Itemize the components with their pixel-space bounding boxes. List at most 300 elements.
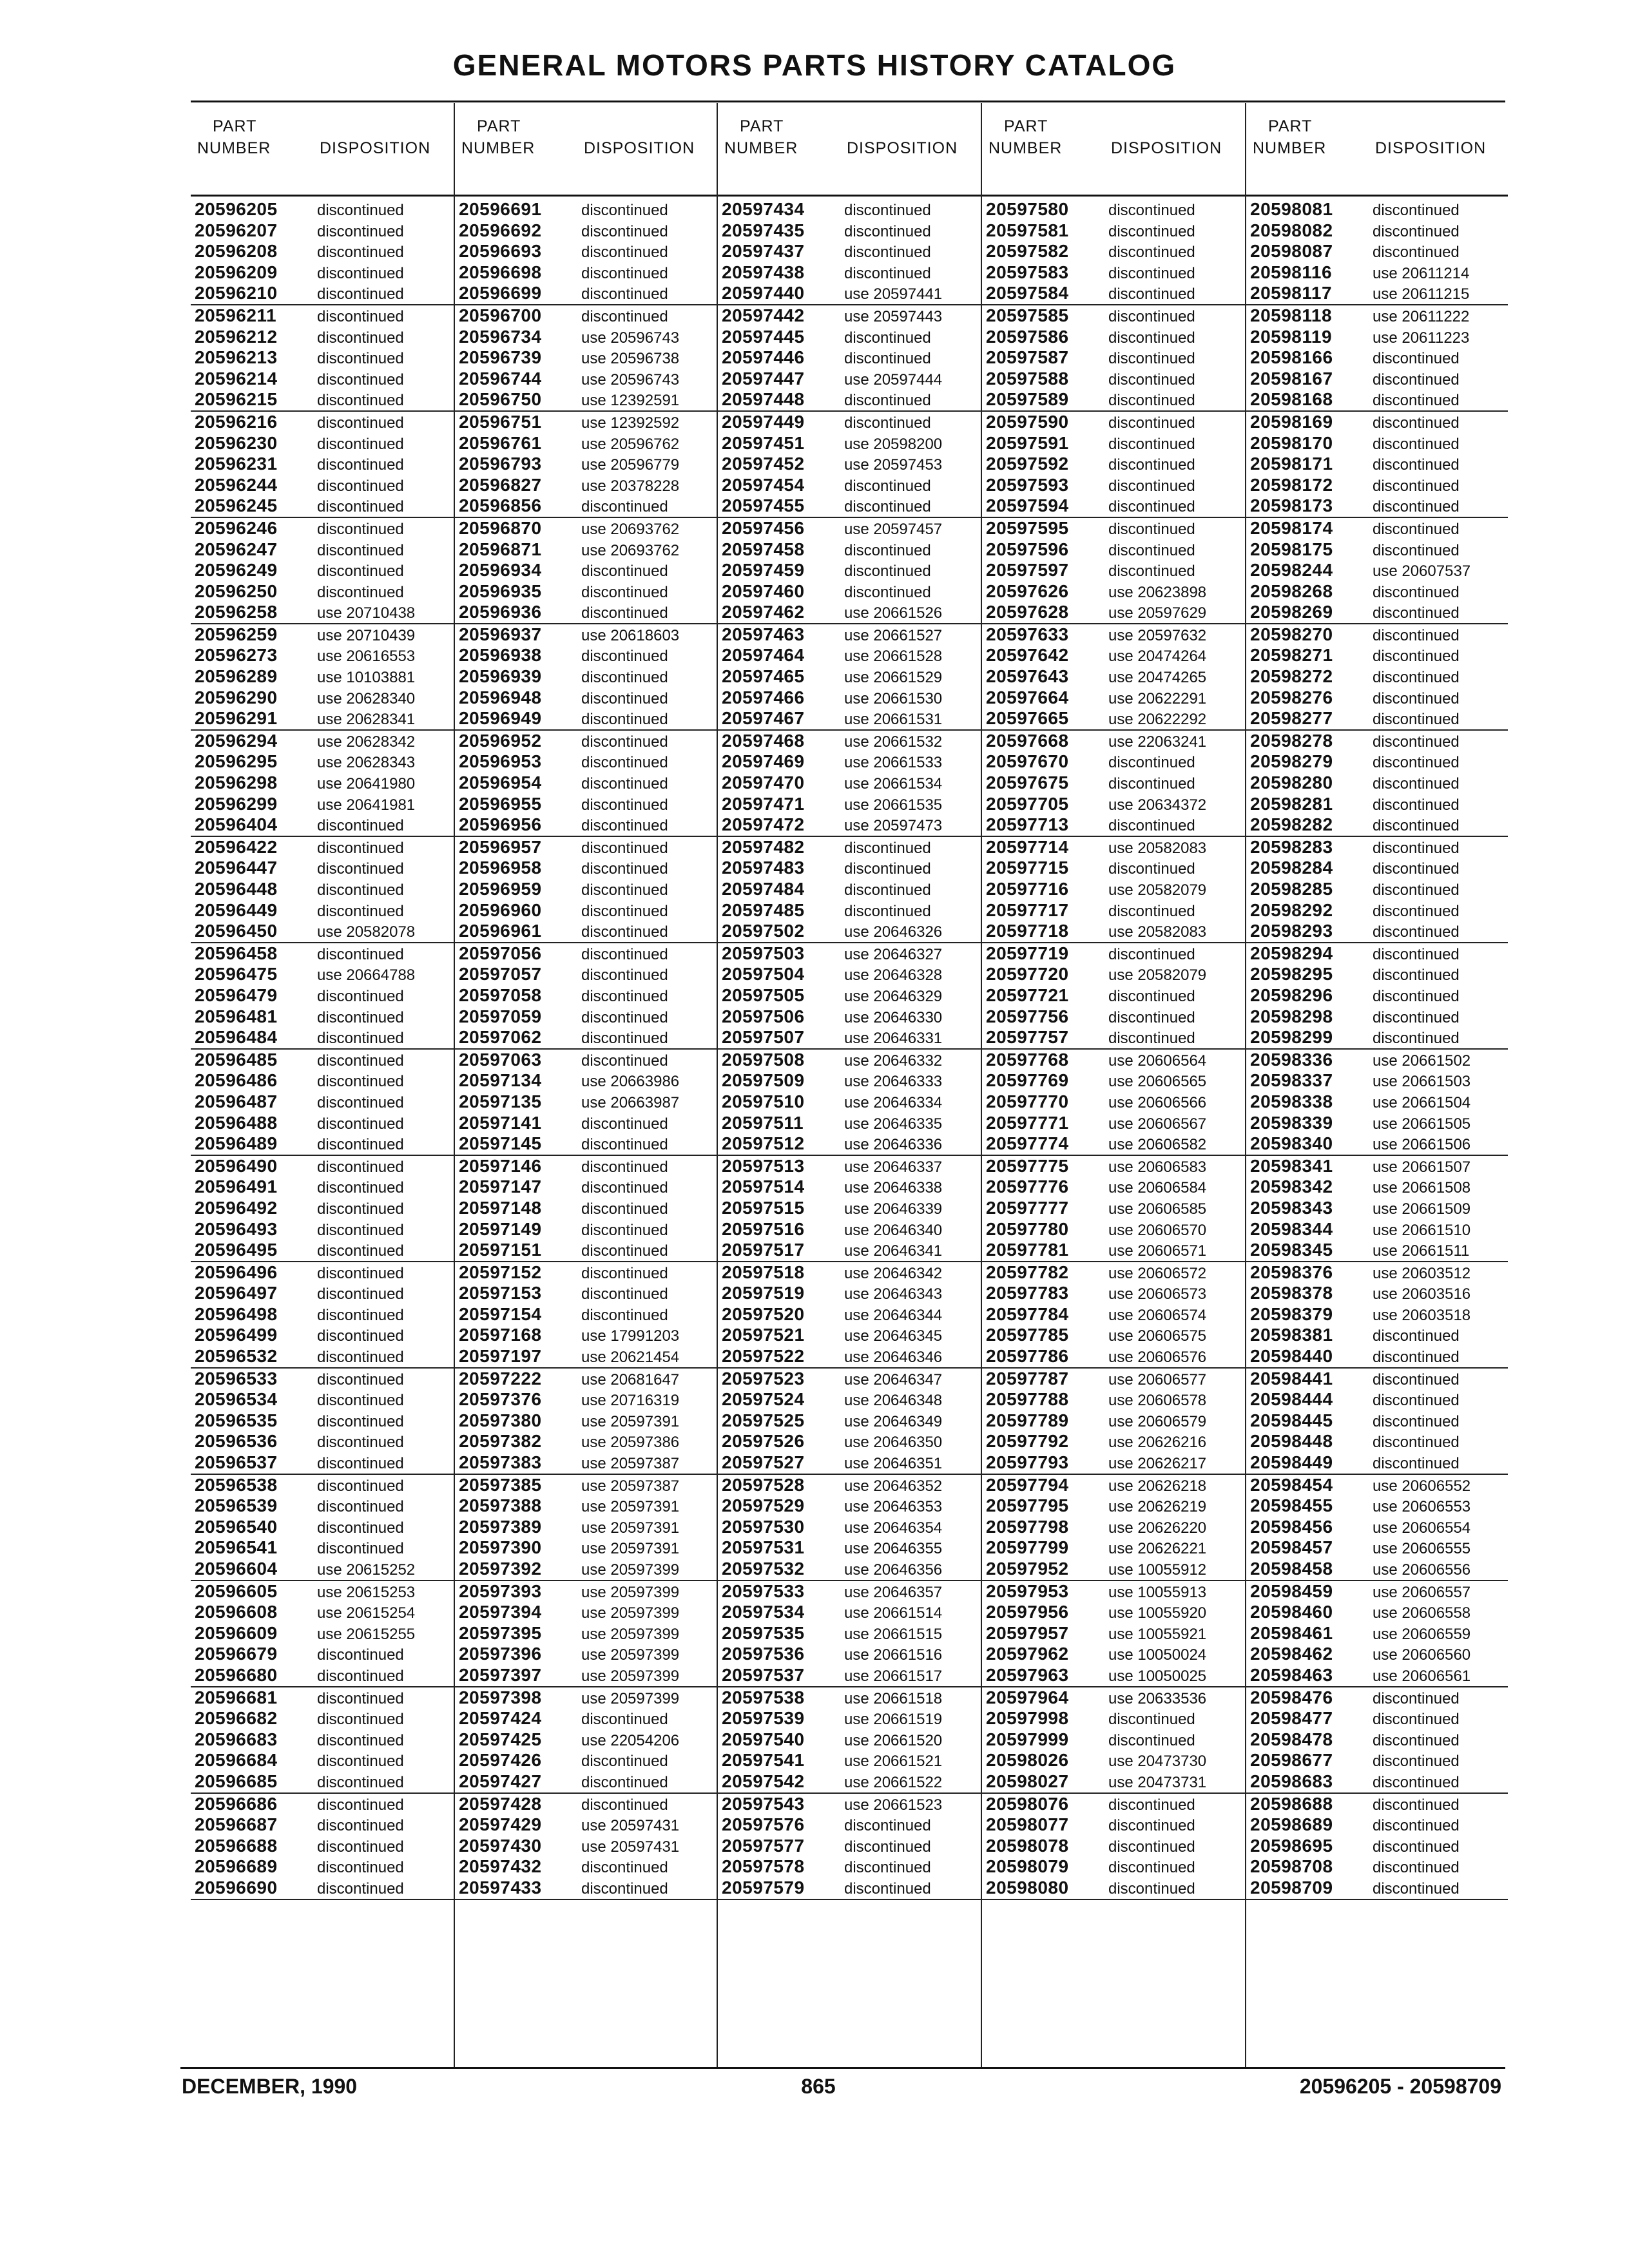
table-row	[718, 495, 981, 518]
part-number: 20596744	[459, 368, 542, 389]
disposition: use 20646330	[844, 1008, 943, 1026]
disposition: discontinued	[317, 1498, 404, 1516]
disposition: use 20661533	[844, 754, 943, 772]
table-row	[455, 347, 717, 369]
table-row	[982, 837, 1245, 858]
part-number: 20596605	[195, 1581, 278, 1601]
disposition: use 20661520	[844, 1731, 943, 1749]
table-row	[191, 241, 454, 262]
table-row	[718, 1304, 981, 1325]
table-row	[1246, 879, 1508, 900]
disposition: use 20596738	[581, 350, 680, 368]
part-number: 20598476	[1250, 1687, 1333, 1707]
part-number: 20596208	[195, 241, 278, 262]
part-number: 20597716	[986, 879, 1069, 899]
table-row	[718, 1602, 981, 1623]
table-row	[982, 879, 1245, 900]
disposition: use 20611215	[1373, 285, 1470, 303]
part-number: 20596447	[195, 858, 278, 878]
part-number: 20598171	[1250, 454, 1333, 474]
part-number: 20598077	[986, 1814, 1069, 1835]
disposition: use 20582083	[1108, 923, 1207, 941]
disposition: use 20606585	[1108, 1200, 1207, 1218]
part-number: 20597502	[722, 921, 805, 941]
part-number: 20597953	[986, 1581, 1069, 1601]
disposition: use 20606577	[1108, 1370, 1207, 1389]
part-number: 20596496	[195, 1262, 278, 1282]
part-number: 20596686	[195, 1793, 278, 1814]
table-row	[455, 581, 717, 602]
part-number: 20597536	[722, 1644, 805, 1664]
part-number: 20597643	[986, 666, 1069, 687]
part-number: 20597454	[722, 474, 805, 495]
table-row	[455, 1878, 717, 1900]
disposition: use 20646335	[844, 1115, 943, 1133]
footer-date: DECEMBER, 1990	[182, 2075, 358, 2098]
disposition: discontinued	[1108, 1711, 1195, 1729]
table-row	[455, 1198, 717, 1219]
part-number: 20597467	[722, 708, 805, 729]
part-number: 20598299	[1250, 1027, 1333, 1048]
part-number: 20597642	[986, 645, 1069, 666]
disposition: discontinued	[317, 1242, 404, 1260]
disposition: use 10050025	[1108, 1667, 1207, 1685]
disposition: use 20473730	[1108, 1753, 1207, 1771]
table-row	[191, 1369, 454, 1390]
table-row	[1246, 412, 1508, 433]
part-number: 20597506	[722, 1006, 805, 1026]
part-number: 20596739	[459, 347, 542, 368]
table-row	[1246, 495, 1508, 518]
part-number: 20597527	[722, 1452, 805, 1473]
disposition: discontinued	[844, 392, 931, 410]
table-row	[455, 1623, 717, 1644]
table-row	[191, 1836, 454, 1857]
table-row	[191, 731, 454, 752]
disposition: discontinued	[317, 562, 404, 581]
table-column	[717, 103, 981, 2067]
part-number: 20597425	[459, 1729, 542, 1749]
table-row	[455, 1495, 717, 1517]
part-number: 20596532	[195, 1346, 278, 1367]
table-row	[1246, 369, 1508, 390]
disposition: discontinued	[317, 860, 404, 878]
table-row	[1246, 1602, 1508, 1623]
disposition: discontinued	[1373, 1753, 1460, 1771]
header-rule	[191, 101, 1505, 102]
disposition: discontinued	[317, 1689, 404, 1707]
disposition: use 20628343	[317, 754, 416, 772]
table-row	[718, 1240, 981, 1262]
part-number: 20597675	[986, 773, 1069, 793]
table-row	[718, 1050, 981, 1071]
part-number: 20598172	[1250, 474, 1333, 495]
disposition: use 20661508	[1373, 1179, 1471, 1197]
disposition: discontinued	[1373, 945, 1460, 963]
table-row	[718, 347, 981, 369]
part-number: 20596298	[195, 773, 278, 793]
part-number: 20598459	[1250, 1581, 1333, 1601]
table-row	[982, 347, 1245, 369]
part-number: 20597429	[459, 1814, 542, 1835]
header-part: PART	[477, 117, 521, 135]
table-row	[1246, 1431, 1508, 1452]
disposition: discontinued	[1373, 648, 1460, 666]
part-number: 20597757	[986, 1027, 1069, 1048]
table-row	[1246, 262, 1508, 284]
part-number: 20597458	[722, 539, 805, 559]
table-row	[191, 560, 454, 581]
table-row	[191, 433, 454, 454]
part-number: 20598449	[1250, 1452, 1333, 1473]
disposition: use 20615252	[317, 1561, 416, 1579]
table-row	[455, 199, 717, 220]
disposition: discontinued	[844, 541, 931, 559]
table-row	[191, 539, 454, 561]
part-number: 20597578	[722, 1856, 805, 1877]
table-row	[1246, 1240, 1508, 1262]
table-row	[455, 1729, 717, 1751]
table-row	[455, 1581, 717, 1602]
disposition: use 20474265	[1108, 669, 1207, 687]
part-number: 20597446	[722, 347, 805, 368]
part-number: 20598173	[1250, 495, 1333, 516]
table-row	[718, 1517, 981, 1538]
disposition: use 20646329	[844, 987, 943, 1005]
disposition: discontinued	[1373, 754, 1460, 772]
disposition: discontinued	[317, 520, 404, 538]
disposition: use 20646352	[844, 1477, 943, 1495]
part-number: 20596458	[195, 943, 278, 963]
disposition: use 20597391	[581, 1412, 680, 1430]
disposition: use 20582079	[1108, 966, 1207, 985]
part-number: 20596539	[195, 1495, 278, 1516]
part-number: 20596540	[195, 1516, 278, 1537]
table-row	[191, 199, 454, 220]
disposition: use 20646337	[844, 1158, 943, 1176]
part-number: 20596685	[195, 1771, 278, 1791]
row-list	[982, 197, 1245, 1900]
table-row	[982, 1240, 1245, 1262]
disposition: use 20606576	[1108, 1349, 1207, 1367]
disposition: use 20646328	[844, 966, 943, 985]
disposition: discontinued	[317, 1817, 404, 1835]
disposition: use 20596762	[581, 435, 680, 453]
part-number: 20598460	[1250, 1602, 1333, 1622]
disposition: discontinued	[581, 1753, 668, 1771]
disposition: use 20661511	[1373, 1242, 1470, 1260]
disposition: use 20473731	[1108, 1773, 1207, 1791]
table-row	[718, 1389, 981, 1410]
table-row	[718, 283, 981, 305]
part-number: 20596488	[195, 1112, 278, 1133]
part-number: 20597526	[722, 1431, 805, 1452]
disposition: discontinued	[1373, 839, 1460, 857]
table-row	[718, 199, 981, 220]
disposition: use 20378228	[581, 477, 680, 495]
part-number: 20597775	[986, 1155, 1069, 1176]
disposition: use 20661522	[844, 1773, 943, 1791]
table-row	[455, 731, 717, 752]
disposition: discontinued	[844, 414, 931, 432]
table-row	[455, 305, 717, 327]
disposition: discontinued	[317, 498, 404, 516]
table-row	[1246, 581, 1508, 602]
table-row	[191, 1262, 454, 1283]
table-row	[1246, 1559, 1508, 1581]
disposition: use 10103881	[317, 669, 416, 687]
part-number: 20596936	[459, 602, 542, 622]
disposition: use 20646336	[844, 1136, 943, 1154]
part-number: 20597463	[722, 624, 805, 644]
table-row	[982, 1729, 1245, 1751]
part-number: 20597135	[459, 1091, 542, 1111]
part-number: 20596247	[195, 539, 278, 559]
disposition: discontinued	[317, 1838, 404, 1856]
disposition: discontinued	[317, 1008, 404, 1026]
table-row	[191, 1581, 454, 1602]
table-row	[982, 369, 1245, 390]
disposition: use 20606555	[1373, 1540, 1471, 1558]
part-number: 20596682	[195, 1708, 278, 1729]
table-row	[1246, 199, 1508, 220]
part-number: 20596687	[195, 1814, 278, 1835]
table-row	[982, 1283, 1245, 1304]
disposition: use 20623898	[1108, 583, 1207, 601]
disposition: use 20622292	[1108, 711, 1207, 729]
disposition: discontinued	[581, 733, 668, 751]
table-row	[718, 666, 981, 687]
part-number: 20597393	[459, 1581, 542, 1601]
disposition: discontinued	[1373, 1434, 1460, 1452]
disposition: discontinued	[581, 1242, 668, 1260]
table-row	[718, 1559, 981, 1581]
part-number: 20598277	[1250, 708, 1333, 729]
disposition: discontinued	[317, 1753, 404, 1771]
part-number: 20596216	[195, 411, 278, 432]
table-row	[1246, 1750, 1508, 1771]
table-row	[718, 433, 981, 454]
table-row	[1246, 1878, 1508, 1900]
disposition: use 20661531	[844, 711, 943, 729]
disposition: discontinued	[317, 1540, 404, 1558]
part-number: 20597470	[722, 773, 805, 793]
table-row	[718, 369, 981, 390]
disposition: use 20606583	[1108, 1158, 1207, 1176]
table-row	[191, 581, 454, 602]
disposition: discontinued	[1373, 1838, 1460, 1856]
table-row	[191, 964, 454, 985]
disposition: discontinued	[1108, 350, 1195, 368]
disposition: discontinued	[1108, 1838, 1195, 1856]
disposition: discontinued	[581, 817, 668, 835]
disposition: discontinued	[1108, 244, 1195, 262]
table-row	[982, 1814, 1245, 1836]
table-row	[191, 347, 454, 369]
part-number: 20596689	[195, 1856, 278, 1877]
disposition: discontinued	[844, 329, 931, 347]
table-row	[455, 624, 717, 646]
disposition: discontinued	[1373, 541, 1460, 559]
table-row	[1246, 943, 1508, 965]
disposition: discontinued	[317, 350, 404, 368]
disposition: use 20646332	[844, 1052, 943, 1070]
disposition: discontinued	[317, 1093, 404, 1111]
part-number: 20597587	[986, 347, 1069, 368]
table-row	[455, 773, 717, 794]
table-row	[982, 1750, 1245, 1771]
table-row	[191, 708, 454, 731]
part-number: 20597151	[459, 1240, 542, 1260]
part-number: 20596680	[195, 1664, 278, 1685]
disposition: discontinued	[317, 1434, 404, 1452]
disposition: use 20661510	[1373, 1221, 1471, 1239]
disposition: discontinued	[581, 1179, 668, 1197]
table-row	[982, 389, 1245, 412]
part-number: 20597539	[722, 1708, 805, 1729]
disposition: discontinued	[317, 1519, 404, 1537]
part-number: 20598478	[1250, 1729, 1333, 1749]
table-row	[718, 1452, 981, 1475]
table-row	[1246, 327, 1508, 348]
table-row	[1246, 1771, 1508, 1794]
disposition: discontinued	[1108, 477, 1195, 495]
part-number: 20598445	[1250, 1410, 1333, 1430]
disposition: use 10055921	[1108, 1625, 1207, 1643]
part-number: 20597770	[986, 1091, 1069, 1111]
table-row	[455, 645, 717, 666]
disposition: discontinued	[317, 1796, 404, 1814]
part-number: 20597774	[986, 1133, 1069, 1154]
disposition: use 20646357	[844, 1583, 943, 1601]
table-row	[1246, 389, 1508, 412]
header-part: PART	[213, 117, 257, 135]
disposition: discontinued	[581, 860, 668, 878]
table-row	[718, 1262, 981, 1283]
part-number: 20597542	[722, 1771, 805, 1791]
disposition: discontinued	[1373, 1349, 1460, 1367]
part-number: 20597776	[986, 1177, 1069, 1197]
disposition: use 20582083	[1108, 839, 1207, 857]
table-row	[718, 1369, 981, 1390]
disposition: use 20641980	[317, 775, 416, 793]
part-number: 20596231	[195, 454, 278, 474]
table-row	[191, 389, 454, 412]
part-number: 20596214	[195, 368, 278, 389]
part-number: 20596291	[195, 708, 278, 729]
disposition: discontinued	[844, 881, 931, 899]
disposition: discontinued	[1373, 987, 1460, 1005]
table-row	[455, 1431, 717, 1452]
table-row	[1246, 1729, 1508, 1751]
part-number: 20598285	[1250, 879, 1333, 899]
part-number: 20597771	[986, 1112, 1069, 1133]
part-number: 20597717	[986, 899, 1069, 920]
part-number: 20597503	[722, 943, 805, 963]
table-row	[455, 389, 717, 412]
table-row	[982, 1133, 1245, 1156]
table-row	[455, 1133, 717, 1156]
table-row	[1246, 1495, 1508, 1517]
part-number: 20596609	[195, 1622, 278, 1643]
row-list	[1246, 197, 1508, 1900]
part-number: 20597588	[986, 368, 1069, 389]
disposition: use 20710438	[317, 604, 416, 622]
part-number: 20598462	[1250, 1644, 1333, 1664]
disposition: use 20646326	[844, 923, 943, 941]
disposition: discontinued	[844, 1817, 931, 1835]
disposition: discontinued	[581, 498, 668, 516]
part-number: 20596536	[195, 1431, 278, 1452]
disposition: discontinued	[317, 477, 404, 495]
table-row	[455, 1687, 717, 1709]
part-number: 20596679	[195, 1644, 278, 1664]
part-number: 20598376	[1250, 1262, 1333, 1282]
page-title: GENERAL MOTORS PARTS HISTORY CATALOG	[452, 48, 1177, 82]
part-number: 20597435	[722, 220, 805, 240]
table-row	[982, 1431, 1245, 1452]
disposition: discontinued	[1108, 285, 1195, 303]
disposition: use 20597391	[581, 1519, 680, 1537]
disposition: discontinued	[1373, 1370, 1460, 1389]
disposition: discontinued	[844, 350, 931, 368]
table-row	[718, 731, 981, 752]
table-row	[982, 454, 1245, 475]
table-row	[982, 560, 1245, 581]
table-row	[982, 495, 1245, 518]
table-row	[455, 1452, 717, 1475]
disposition: use 20606582	[1108, 1136, 1207, 1154]
disposition: discontinued	[317, 1859, 404, 1877]
table-row	[191, 518, 454, 539]
part-number: 20597389	[459, 1516, 542, 1537]
part-number: 20598341	[1250, 1155, 1333, 1176]
disposition: discontinued	[317, 1711, 404, 1729]
disposition: use 20646347	[844, 1370, 943, 1389]
table-row	[455, 1006, 717, 1028]
table-row	[982, 943, 1245, 965]
disposition: use 20646345	[844, 1327, 943, 1345]
disposition: discontinued	[317, 1412, 404, 1430]
disposition: use 20716319	[581, 1392, 680, 1410]
disposition: use 20616553	[317, 648, 416, 666]
disposition: use 20582079	[1108, 881, 1207, 899]
disposition: use 20661534	[844, 775, 943, 793]
table-row	[1246, 1006, 1508, 1028]
table-row	[191, 454, 454, 475]
part-number: 20597783	[986, 1283, 1069, 1303]
table-row	[191, 1113, 454, 1134]
table-row	[455, 1219, 717, 1240]
table-row	[191, 1537, 454, 1559]
disposition: discontinued	[317, 1285, 404, 1303]
table-row	[191, 1156, 454, 1177]
disposition: discontinued	[844, 1859, 931, 1877]
part-number: 20597376	[459, 1389, 542, 1410]
disposition: use 20597444	[844, 370, 943, 389]
table-row	[455, 602, 717, 624]
disposition: use 20597629	[1108, 604, 1207, 622]
header-disposition: DISPOSITION	[1375, 139, 1487, 157]
disposition: use 20646334	[844, 1093, 943, 1111]
table-row	[455, 283, 717, 305]
table-row	[191, 220, 454, 242]
disposition: discontinued	[317, 329, 404, 347]
part-number: 20597222	[459, 1368, 542, 1389]
part-number: 20596959	[459, 879, 542, 899]
disposition: use 20628340	[317, 689, 416, 707]
table-row	[982, 814, 1245, 837]
